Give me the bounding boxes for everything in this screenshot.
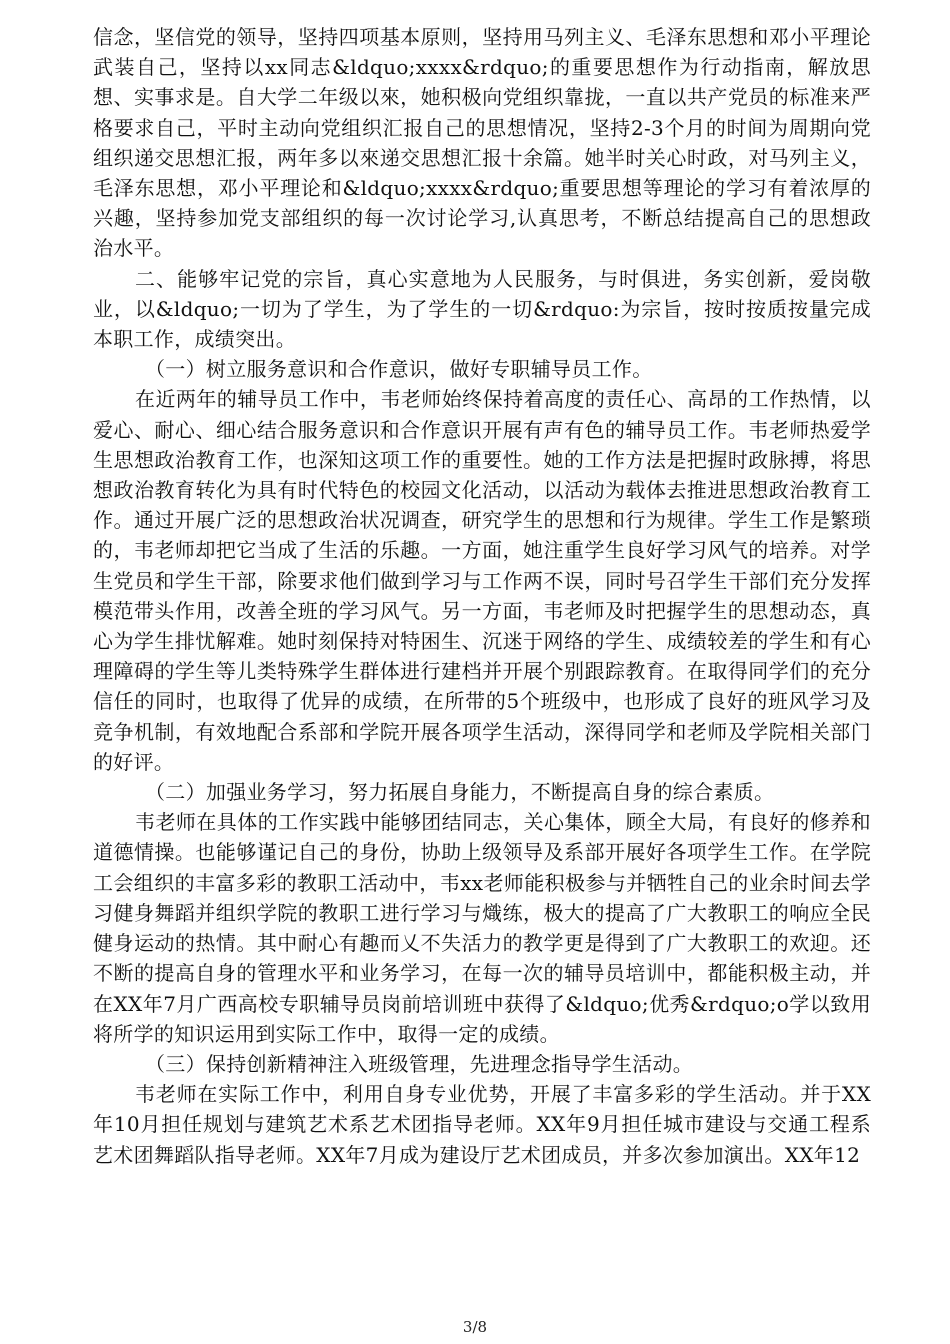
- subheading-three: （三）保持创新精神注入班级管理，先进理念指导学生活动。: [145, 1051, 694, 1076]
- document-body: [93, 22, 871, 1170]
- paragraph-section-two: 二、能够牢记党的宗旨，真心实意地为人民服务，与时俱进，务实创新，爱岗敬业，以&ldquo;一切为了学生，为了学生的一切&rdquo:为宗旨，按时按质按量完成本职工作，成绩突出。: [93, 266, 871, 352]
- paragraph-counselor-work: 在近两年的辅导员工作中，韦老师始终保持着高度的责任心、高昂的工作热情，以爱心、耐心、细心结合服务意识和合作意识开展有声有色的辅导员工作。韦老师热爱学生思想政治教育工作，也深知这项工作的重要性。她的工作方法是把握时政脉搏，将思想政治教育转化为具有时代特色的校园文化活动，以活动为载体去推进思想政治教育工作。通过开展广泛的思想政治状况调查，研究学生的思想和行为规律。学生工作是繁琐的，韦老师却把它当成了生活的乐趣。一方面，她注重学生良好学习风气的培养。对学生党员和学生干部，除要求他们做到学习与工作两不误，同时号召学生干部们充分发挥模范带头作用，改善全班的学习风气。另一方面，韦老师及时把握学生的思想动态，真心为学生排忧解难。她时刻保持对特困生、沉迷于网络的学生、成绩较差的学生和有心理障碍的学生等儿类特殊学生群体进行建档并开展个别跟踪教育。在取得同学们的充分信任的同时，也取得了优异的成绩，在所带的5个班级中，也形成了良好的班风学习及竞争机制，有效地配合系部和学院开展各项学生活动，深得同学和老师及学院相关部门的好评。: [93, 387, 871, 774]
- paragraph-professional-study: 韦老师在具体的工作实践中能够团结同志，关心集体，顾全大局，有良好的修养和道德情操。也能够谨记自己的身份，协助上级领导及系部开展好各项学生工作。在学院工会组织的丰富多彩的教职工活动中，韦xx老师能积极参与并牺牲自己的业余时间去学习健身舞蹈并组织学院的教职工进行学习与熾练，极大的提高了广大教职工的响应全民健身运动的热情。其中耐心有趣而乂不失活力的教学更是得到了广大教职工的欢迎。还不断的提高自身的管理水平和业务学习，在每一次的辅导员培训中，都能积极主动，并在XX年7月广西高校专职辅导员岗前培训班中获得了&ldquo;优秀&rdquo;o学以致用将所学的知识运用到实际工作中，取得一定的成绩。: [93, 810, 871, 1046]
- paragraph-student-activities: 韦老师在实际工作中，利用自身专业优势，开展了丰富多彩的学生活动。并于XX年10月担任规划与建筑艺术系艺术团指导老师。XX年9月担任城市建设与交通工程系艺术团舞蹈队指导老师。XX年7月成为建设厅艺术团成员，并多次参加演出。XX年12: [93, 1082, 871, 1167]
- paragraph-continuation: 信念，坚信党的领导，坚持四项基本原则，坚持用马列主义、毛泽东思想和邓小平理论武装自己，坚持以xx同志&ldquo;xxxx&rdquo;的重要思想作为行动指南，解放思想、实事求是。自大学二年级以來，她积极向党组织靠拢，一直以共产党员的标准来严格要求自己，平时主动向党组织汇报自己的思想情况，坚持2-3个月的时间为周期向党组织递交思想汇报，两年多以來递交思想汇报十余篇。她半时关心时政，对马列主义，毛泽东思想，邓小平理论和&ldquo;xxxx&rdquo;重要思想等理论的学习有着浓厚的兴趣，坚持参加党支部组织的每一次讨论学习,认真思考，不断总结提高自己的思想政治水平。: [93, 25, 871, 261]
- subheading-two: （二）加强业务学习，努力拓展自身能力，不断提高自身的综合素质。: [145, 780, 775, 805]
- page-number: 3/8: [462, 1318, 488, 1336]
- subheading-one: （一）树立服务意识和合作意识，做好专职辅导员工作。: [145, 357, 653, 382]
